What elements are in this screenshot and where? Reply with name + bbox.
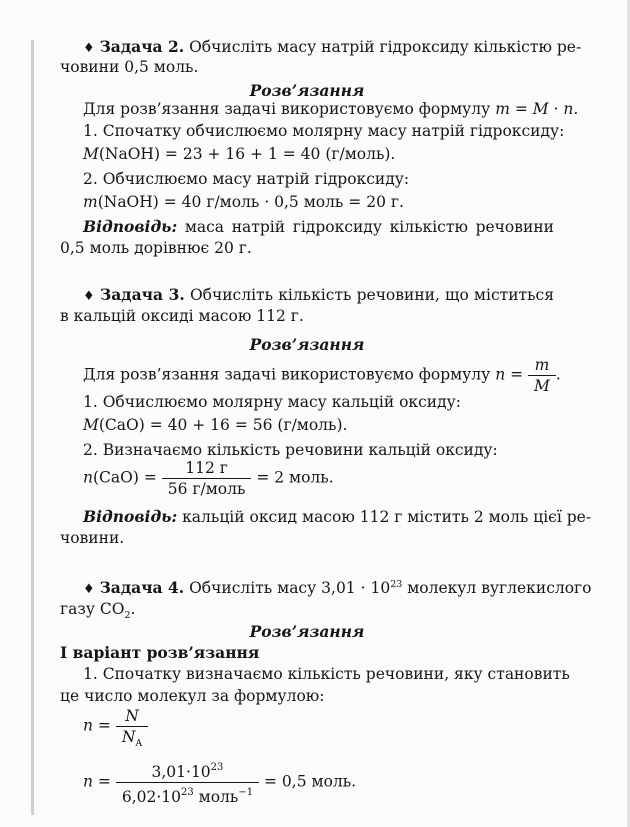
task3-intro: Для розв’язання задачі використовуємо формулу — [83, 365, 491, 384]
task2-step1: 1. Спочатку обчислюємо молярну масу натрій гідроксиду: — [83, 122, 565, 140]
task4-text-subscript: 2 — [124, 610, 131, 622]
fraction-denominator — [116, 727, 148, 750]
task2-text-line2: човини 0,5 моль. — [60, 58, 199, 76]
calc-rest: (CaO) = 40 + 16 = 56 (г/моль). — [98, 416, 348, 434]
answer-text: кальцій оксид масою 112 г містить 2 моль цієї ре- — [182, 508, 592, 526]
task4-variant-heading: I варіант розв’язання — [60, 643, 260, 662]
fraction-numerator: m — [528, 355, 556, 376]
task3-answer-line2: човини. — [60, 529, 125, 547]
formula-eq: = — [92, 772, 116, 791]
formula-eq: = — [92, 716, 116, 735]
task2-statement-line1 — [83, 37, 582, 58]
fraction-denominator — [116, 783, 259, 807]
task4-title: Задача 4. — [99, 578, 185, 597]
task4-statement-line2 — [60, 600, 554, 622]
task4-text-rest: молекул вуглекислого — [402, 579, 592, 597]
answer-text: маса натрій гідроксиду кількістю речовини — [184, 218, 554, 236]
task4-formula1 — [83, 706, 148, 750]
calc-symbol: M — [83, 145, 99, 163]
calc-lhs: (CaO) = — [92, 468, 162, 487]
formula-eq: = — [505, 365, 529, 384]
formula-symbol-n: n — [83, 716, 93, 735]
formula-fraction — [116, 758, 259, 807]
task3-step1: 1. Обчислюємо молярну масу кальцій оксиду: — [83, 393, 462, 411]
task2-step2: 2. Обчислюємо масу натрій гідроксиду: — [83, 170, 410, 188]
task2-statement-line2 — [60, 58, 554, 77]
denominator-mantissa: 6,02·10 — [121, 788, 181, 806]
formula-end: . — [555, 365, 561, 384]
task4-text-number: Обчисліть масу 3,01 · 10 — [189, 579, 391, 597]
formula-symbol-M: M — [532, 100, 549, 118]
task2-text-line1: Обчисліть масу натрій гідроксиду кількістю ре- — [189, 38, 582, 56]
fraction-numerator: N — [116, 706, 148, 727]
page-binding-edge — [31, 40, 34, 815]
formula-result: = 0,5 моль. — [259, 772, 357, 791]
formula-symbol-n: n — [83, 772, 93, 791]
calc-symbol: n — [83, 468, 93, 487]
fraction-denominator: M — [534, 377, 550, 395]
task3-solution-heading: Розв’язання — [249, 335, 365, 354]
formula-symbol-n: n — [563, 100, 574, 118]
formula-symbol-n: n — [495, 365, 506, 384]
task3-step2: 2. Визначаємо кількість речовини кальцій оксиду: — [83, 441, 498, 459]
task2-intro: Для розв’язання задачі використовуємо формулу — [83, 100, 491, 118]
numerator-mantissa: 3,01·10 — [151, 763, 211, 781]
task2-calc1 — [83, 145, 554, 164]
numerator-exponent: 23 — [210, 762, 224, 773]
calc-symbol: m — [83, 193, 98, 211]
unit-exponent: −1 — [238, 787, 254, 798]
formula-end: . — [573, 100, 579, 118]
task4-step1-line2: це число молекул за формулою: — [60, 687, 325, 705]
task3-answer-line1 — [83, 507, 592, 527]
task2-solution-heading: Розв’язання — [249, 81, 365, 100]
task4-statement-line1 — [83, 578, 592, 599]
formula-fraction — [528, 355, 556, 396]
denominator-exponent: 23 — [181, 787, 194, 798]
calc-fraction — [162, 458, 252, 499]
fraction-numerator: 112 г — [162, 458, 252, 479]
diamond-bullet-icon: ♦ — [83, 582, 95, 597]
diamond-bullet-icon: ♦ — [83, 41, 95, 56]
calc-rest: (NaOH) = 23 + 16 + 1 = 40 (г/моль). — [98, 145, 396, 163]
task4-text-exponent: 23 — [390, 578, 403, 590]
calc-rhs: = 2 моль. — [251, 468, 334, 487]
task4-formula2 — [83, 758, 356, 807]
avogadro-symbol: N — [121, 728, 136, 746]
task3-intro-line — [83, 355, 561, 396]
fraction-denominator: 56 г/моль — [167, 480, 246, 498]
calc-symbol: M — [83, 416, 99, 434]
task4-text-gas: газу CO — [60, 600, 125, 618]
avogadro-subscript: A — [135, 738, 143, 750]
calc-rest: (NaOH) = 40 г/моль · 0,5 моль = 20 г. — [97, 193, 404, 211]
task3-text-line1: Обчисліть кількість речовини, що міститься — [189, 286, 555, 304]
fraction-numerator — [116, 758, 259, 783]
task3-statement-line2: в кальцій оксиді масою 112 г. — [60, 307, 304, 325]
task2-calc2 — [83, 193, 554, 212]
task3-title: Задача 3. — [100, 285, 185, 304]
formula-eq: = — [509, 100, 533, 118]
answer-label: Відповідь: — [83, 507, 178, 526]
formula-fraction — [116, 706, 148, 750]
formula-symbol-m: m — [495, 100, 510, 118]
formula-dot: · — [548, 100, 564, 118]
denominator-unit: моль — [193, 788, 239, 806]
diamond-bullet-icon: ♦ — [83, 289, 95, 304]
task4-text-end: . — [130, 600, 136, 618]
task2-intro-line — [83, 100, 579, 119]
task3-calc2 — [83, 458, 334, 499]
task2-title: Задача 2. — [99, 37, 185, 56]
task2-answer-line1 — [83, 217, 554, 237]
task3-statement-line1 — [83, 285, 554, 306]
task4-text-a — [189, 579, 591, 597]
answer-label: Відповідь: — [83, 217, 178, 236]
task3-calc1 — [83, 416, 554, 435]
task4-solution-heading: Розв’язання — [249, 622, 365, 641]
task2-answer-line2: 0,5 моль дорівнює 20 г. — [60, 239, 252, 257]
task4-step1-line1: 1. Спочатку визначаємо кількість речовини, яку становить — [83, 665, 570, 683]
